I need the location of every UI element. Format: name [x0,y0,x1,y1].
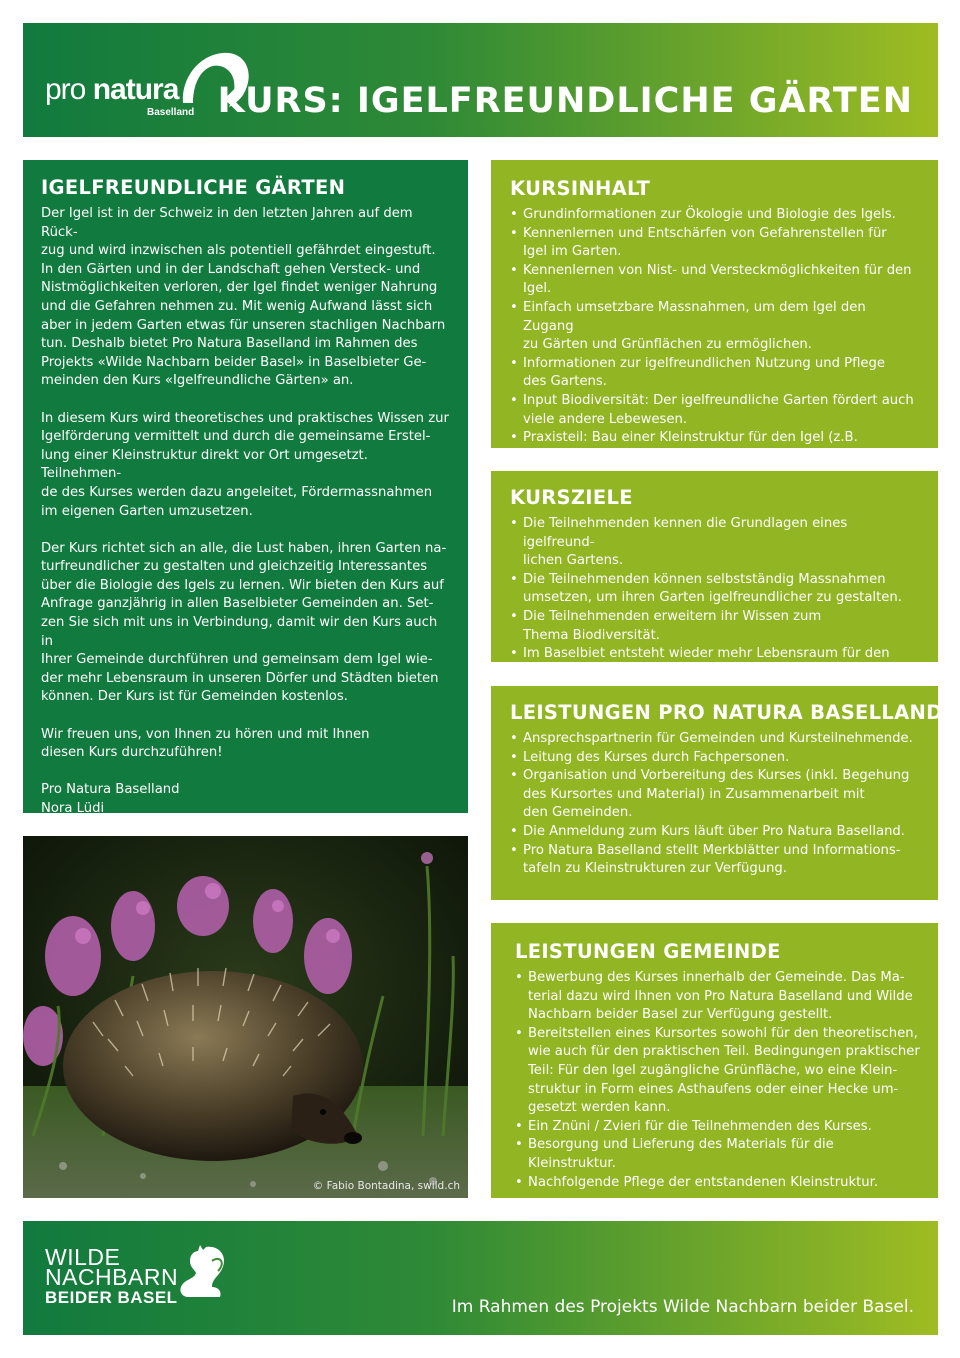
list-item: • Die Teilnehmenden erweitern ihr Wissen zum Thema Biodiversität. [510,608,920,645]
kursinhalt-box [491,160,938,464]
list-item: • Nachfolgende Pflege der entstandenen Kleinstruktur. [515,1174,924,1193]
intro-paragraph: Der Kurs richtet sich an alle, die Lust haben, ihren Garten na- turfreundlicher zu gestalten und gleichzeitig Interessantes über die Biologie des Igels zu lernen. Wir bieten den Kurs auf Anfrage ganzjährig in allen Baselbieter Gemeinden an. Set- zen Sie sich mit uns in Verbindung, damit wir den Kurs auch in Ihrer Gemeinde durchführen und gemeinsam dem Igel wie- der mehr Lebensraum in unseren Dörfer und Städten bieten können. Der Kurs ist für Gemeinden kostenlos. [41,540,447,705]
list-item: • Kennenlernen von Nist- und Versteckmöglichkeiten für den Igel. [510,262,920,299]
list-item: • Die Teilnehmenden kennen die Grundlagen eines igelfreund- lichen Gartens. [510,515,920,571]
kursinhalt-heading: KURSINHALT [510,177,651,200]
list-item: • Einfach umsetzbare Massnahmen, um dem Igel den Zugang zu Gärten und Grünflächen zu ermöglichen. [510,299,920,355]
list-item: • Informationen zur igelfreundlichen Nutzung und Pflege des Gartens. [510,355,920,392]
page-title: KURS: IGELFREUNDLICHE GÄRTEN [217,81,913,121]
kursziele-box [491,471,938,680]
list-item: • Praxisteil: Bau einer Kleinstruktur für den Igel (z.B. Asthaufen [510,429,920,485]
list-item: • Leitung des Kurses durch Fachpersonen. [510,749,920,768]
list-item: • Im Baselbiet entsteht wieder mehr Lebensraum für den Igel. [510,645,920,682]
list-item: • Bewerbung des Kurses innerhalb der Gemeinde. Das Ma- terial dazu wird Ihnen von Pro Natura Baselland und Wilde Nachbarn beider Basel zur Verfügung gestellt. [515,969,924,1025]
hedgehog-photo [23,836,468,1198]
kursziele-list [510,515,920,682]
logo-line: NACHBARN [45,1264,179,1290]
squirrel-icon [168,1241,228,1301]
intro-box [23,160,468,835]
logo-subtitle: Baselland [147,107,195,118]
footer-banner [23,1221,938,1335]
wilde-nachbarn-logo [45,1244,179,1308]
list-item: • Organisation und Vorbereitung des Kurses (inkl. Begehung des Kursortes und Material) in Zusammenarbeit mit den Gemeinden. [510,767,920,823]
intro-paragraph: In diesem Kurs wird theoretisches und praktisches Wissen zur Igelförderung vermittelt und durch die gemeinsame Erstel- lung einer Kleinstruktur direkt vor Ort umgesetzt. Teilnehmen- de des Kurses werden dazu angeleitet, Fördermassnahmen im eigenen Garten umzusetzen. [41,410,449,519]
list-item: • Pro Natura Baselland stellt Merkblätter und Informations- tafeln zu Kleinstrukturen zur Verfügung. [510,842,920,879]
leistungen-pro-natura-box [491,686,943,900]
list-item: • Ein Znüni / Zvieri für die Teilnehmenden des Kurses. [515,1118,924,1137]
footer-tagline: Im Rahmen des Projekts Wilde Nachbarn beider Basel. [451,1297,914,1317]
intro-paragraph: Der Igel ist in der Schweiz in den letzten Jahren auf dem Rück- zug und wird inzwischen als potentiell gefährdet eingestuft. In den Gärten und in der Landschaft gehen Versteck- und Nistmöglichkeiten verloren, der Igel findet weniger Nahrung und die Gefahren nehmen zu. Mit wenig Aufwand lässt sich aber in jedem Garten etwas für unseren stachligen Nachbarn tun. Deshalb bietet Pro Natura Baselland im Rahmen des Projekts «Wilde Nachbarn beider Basel» in Baselbieter Ge- meinden den Kurs «Igelfreundliche Gärten» an. [41,206,446,389]
kursinhalt-list [510,206,920,485]
leistungen-gemeinde-list [515,969,924,1192]
leistungen-gemeinde-heading: LEISTUNGEN GEMEINDE [515,940,781,963]
list-item: • Kennenlernen und Entschärfen von Gefahrenstellen für Igel im Garten. [510,225,920,262]
leistungen-pro-natura-list [510,730,920,879]
intro-paragraph: Wir freuen uns, von Ihnen zu hören und mit Ihnen diesen Kurs durchzuführen! [41,726,370,761]
intro-heading: IGELFREUNDLICHE GÄRTEN [41,176,346,199]
header-banner [23,23,938,137]
list-item: • Grundinformationen zur Ökologie und Biologie des Igels. [510,206,920,225]
kursziele-heading: KURSZIELE [510,486,633,509]
list-item: • Die Teilnehmenden können selbstständig Massnahmen umsetzen, um ihren Garten igelfreundlicher zu gestalten. [510,571,920,608]
logo-line: WILDE [45,1244,121,1270]
contact-block: Pro Natura Baselland Nora Lüdi igelkurs@pronatura.ch [41,782,191,835]
list-item: • Die Anmeldung zum Kurs läuft über Pro Natura Baselland. [510,823,920,842]
list-item: • Bereitstellen eines Kursortes sowohl für den theoretischen, wie auch für den praktischen Teil. Bedingungen praktischer Teil: Für den Igel zugängliche Grünfläche, wo eine Klein- struktur in Form eines Asthaufens oder einer Hecke um- gesetzt werden kann. [515,1025,924,1118]
leistungen-pro-natura-heading: LEISTUNGEN PRO NATURA BASELLAND [510,701,943,724]
list-item: • Besorgung und Lieferung des Materials für die Kleinstruktur. [515,1136,924,1173]
logo-line: BEIDER BASEL [45,1288,178,1307]
leistungen-gemeinde-box [491,923,938,1198]
list-item: • Ansprechspartnerin für Gemeinden und Kursteilnehmende. [510,730,920,749]
logo-wordmark: pro natura [45,73,179,106]
list-item: • Input Biodiversität: Der igelfreundliche Garten fördert auch viele andere Lebewesen. [510,392,920,429]
hedgehog-illustration [23,836,468,1198]
photo-credit: © Fabio Bontadina, swild.ch [312,1180,460,1192]
